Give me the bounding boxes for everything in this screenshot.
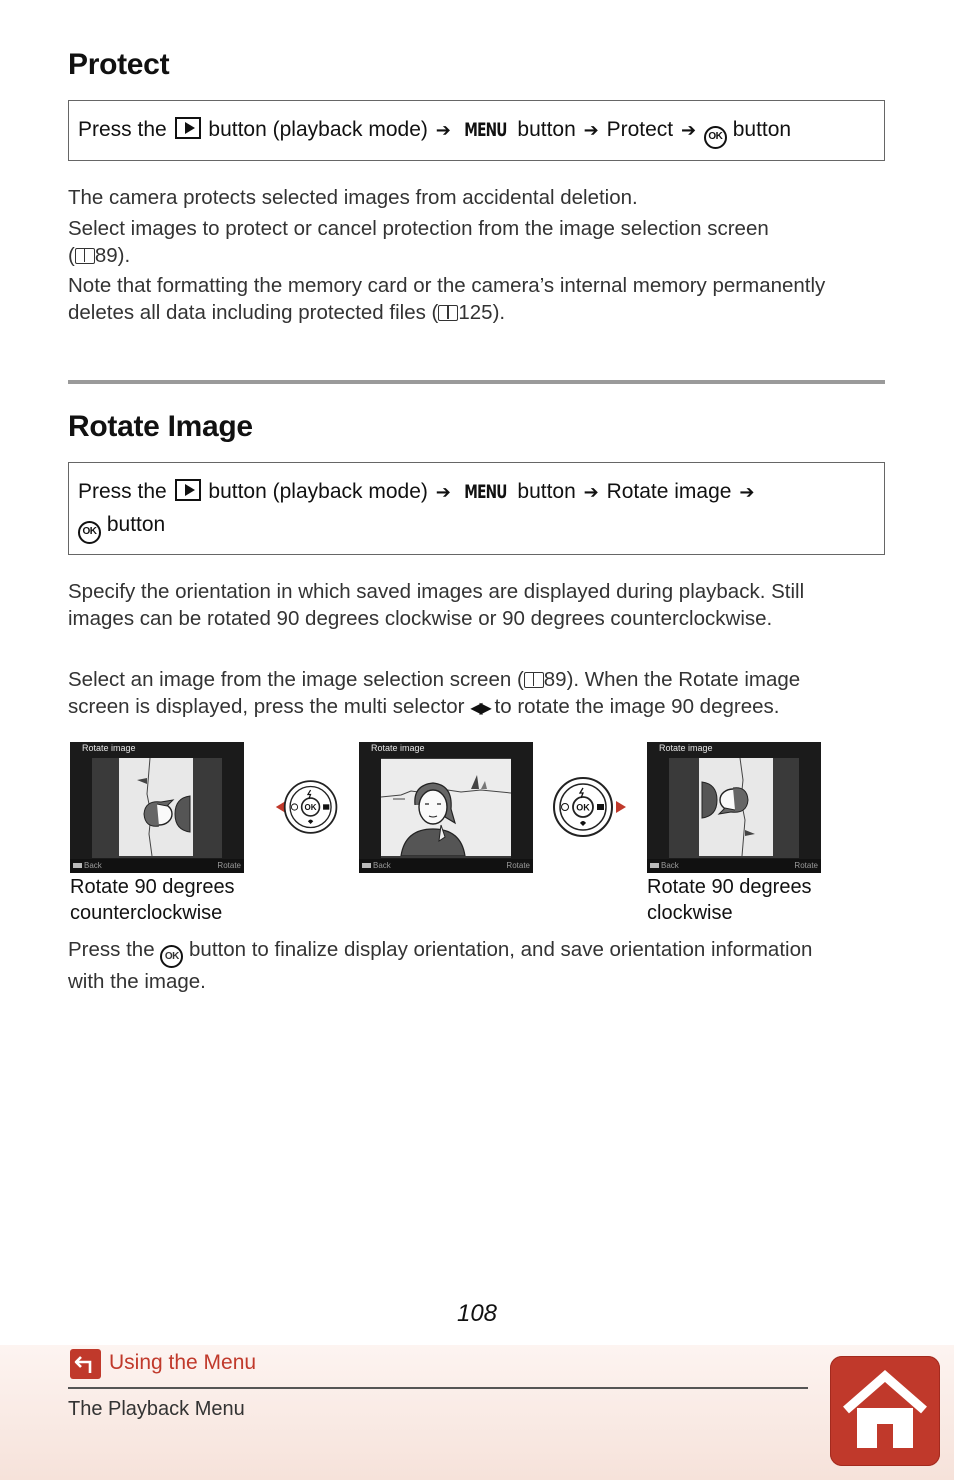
- path-ok-text: button: [106, 513, 166, 536]
- protect-paragraph-2-line-1: Select images to protect or cancel protection from the image selection screen: [68, 217, 769, 240]
- protect-menu-path: [68, 100, 885, 161]
- section-name: The Playback Menu: [68, 1398, 245, 1420]
- caption-counterclockwise: [70, 874, 235, 926]
- back-hint: Back: [73, 861, 102, 870]
- footer-divider: [68, 1387, 808, 1389]
- playback-button-icon: [175, 479, 201, 501]
- paragraph-text: deletes all data including protected files (: [68, 301, 439, 324]
- menu-button-icon: MENU: [463, 481, 507, 503]
- ok-button-icon: OK: [704, 126, 727, 149]
- arrow-right-icon: ➔: [680, 120, 697, 141]
- rotate-heading: Rotate Image: [68, 410, 253, 443]
- portrait-illustration: [381, 759, 511, 856]
- back-hint: Back: [650, 861, 679, 870]
- screen-footer-bar: [359, 859, 533, 873]
- rotate-paragraph-1: [68, 578, 888, 632]
- screen-title: Rotate image: [659, 743, 713, 753]
- portrait-photo-original: [381, 759, 511, 856]
- screen-title: Rotate image: [371, 743, 425, 753]
- protect-paragraph-2-line-2: [68, 242, 888, 269]
- rotate-paragraph-2: [68, 666, 888, 722]
- multi-selector-left-icon: [274, 776, 336, 838]
- rotate-paragraph-final: [68, 936, 888, 995]
- protect-heading: Protect: [68, 48, 170, 81]
- paragraph-text: screen is displayed, press the multi selector: [68, 695, 465, 718]
- ok-button-icon: OK: [160, 945, 183, 968]
- arrow-right-icon: ➔: [739, 482, 755, 503]
- protect-paragraph-1: The camera protects selected images from accidental deletion.: [68, 186, 638, 209]
- rotate-hint: Rotate: [794, 861, 818, 870]
- page-ref-link[interactable]: 125).: [458, 301, 506, 324]
- page-ref-link[interactable]: 89). When the Rotate image: [543, 668, 801, 691]
- home-icon: [830, 1356, 940, 1466]
- caption-line: Rotate 90 degrees: [70, 876, 235, 898]
- path-item-text: Protect: [606, 118, 674, 141]
- rotate-hint: Rotate: [506, 861, 530, 870]
- playback-button-icon: [175, 117, 201, 139]
- rotate-paragraph-2-line-1: [68, 666, 888, 693]
- protect-paragraph-3-line-2: [68, 299, 888, 326]
- page-number: 108: [456, 1300, 498, 1327]
- camera-screen-ccw: [70, 742, 244, 873]
- rotate-hint: Rotate: [217, 861, 241, 870]
- portrait-illustration: [119, 758, 193, 856]
- rotate-menu-path: [68, 462, 885, 555]
- path-playback-text: button (playback mode): [208, 480, 428, 503]
- section-divider: [68, 380, 885, 384]
- path-press-text: Press the: [78, 480, 167, 503]
- caption-line: counterclockwise: [70, 902, 223, 924]
- back-hint: Back: [362, 861, 391, 870]
- rotate-paragraph-1-line-1: Specify the orientation in which saved images are displayed during playback. Still: [68, 580, 805, 603]
- arrow-right-icon: ➔: [435, 482, 451, 503]
- protect-paragraph-2: [68, 215, 888, 269]
- path-menu-text: button: [517, 480, 576, 503]
- arrow-right-icon: ➔: [583, 482, 599, 503]
- paragraph-text: button to finalize display orientation, and save orientation information: [189, 938, 813, 961]
- page-reference-icon: [524, 672, 544, 688]
- rotate-paragraph-final-line-1: [68, 936, 888, 968]
- path-ok-text: button: [732, 118, 792, 141]
- arrow-right-icon: ➔: [435, 120, 451, 141]
- menu-button-icon: MENU: [463, 119, 507, 141]
- path-item-text: Rotate image: [606, 480, 732, 503]
- screen-footer-bar: [647, 859, 821, 873]
- portrait-photo-ccw: [119, 758, 193, 856]
- home-button[interactable]: [830, 1356, 940, 1466]
- return-arrow-icon[interactable]: [70, 1349, 101, 1379]
- path-playback-text: button (playback mode): [208, 118, 428, 141]
- protect-paragraph-3-line-1: Note that formatting the memory card or the camera’s internal memory permanently: [68, 274, 826, 297]
- rotate-paragraph-2-line-2: [68, 693, 888, 722]
- page-reference-icon: [75, 248, 95, 264]
- svg-text:OK: OK: [304, 803, 317, 813]
- using-the-menu-link[interactable]: Using the Menu: [109, 1351, 257, 1374]
- arrow-right-icon: ➔: [583, 120, 599, 141]
- ok-button-icon: OK: [78, 521, 101, 544]
- paragraph-text: Select an image from the image selection screen (: [68, 668, 524, 691]
- protect-paragraph-3: [68, 272, 888, 326]
- camera-screen-original: [359, 742, 533, 873]
- multi-selector-left-right-icon: ◀▶: [470, 700, 489, 717]
- paragraph-text: Press the: [68, 938, 155, 961]
- screen-footer-bar: [70, 859, 244, 873]
- caption-clockwise: [647, 874, 812, 926]
- rotate-paragraph-1-line-2: images can be rotated 90 degrees clockwise or 90 degrees counterclockwise.: [68, 607, 773, 630]
- page-ref-link[interactable]: 89).: [94, 244, 131, 267]
- path-press-text: Press the: [78, 118, 167, 141]
- svg-text:OK: OK: [576, 802, 590, 813]
- caption-line: clockwise: [647, 902, 733, 924]
- camera-screen-cw: [647, 742, 821, 873]
- rotate-paragraph-final-line-2: with the image.: [68, 970, 206, 993]
- paragraph-text: to rotate the image 90 degrees.: [494, 695, 780, 718]
- caption-line: Rotate 90 degrees: [647, 876, 812, 898]
- paren-open: (: [68, 244, 75, 267]
- multi-selector-right-icon: [552, 776, 614, 838]
- path-menu-text: button: [517, 118, 576, 141]
- portrait-illustration: [699, 758, 773, 856]
- screen-title: Rotate image: [82, 743, 136, 753]
- page-reference-icon: [438, 305, 458, 321]
- portrait-photo-cw: [699, 758, 773, 856]
